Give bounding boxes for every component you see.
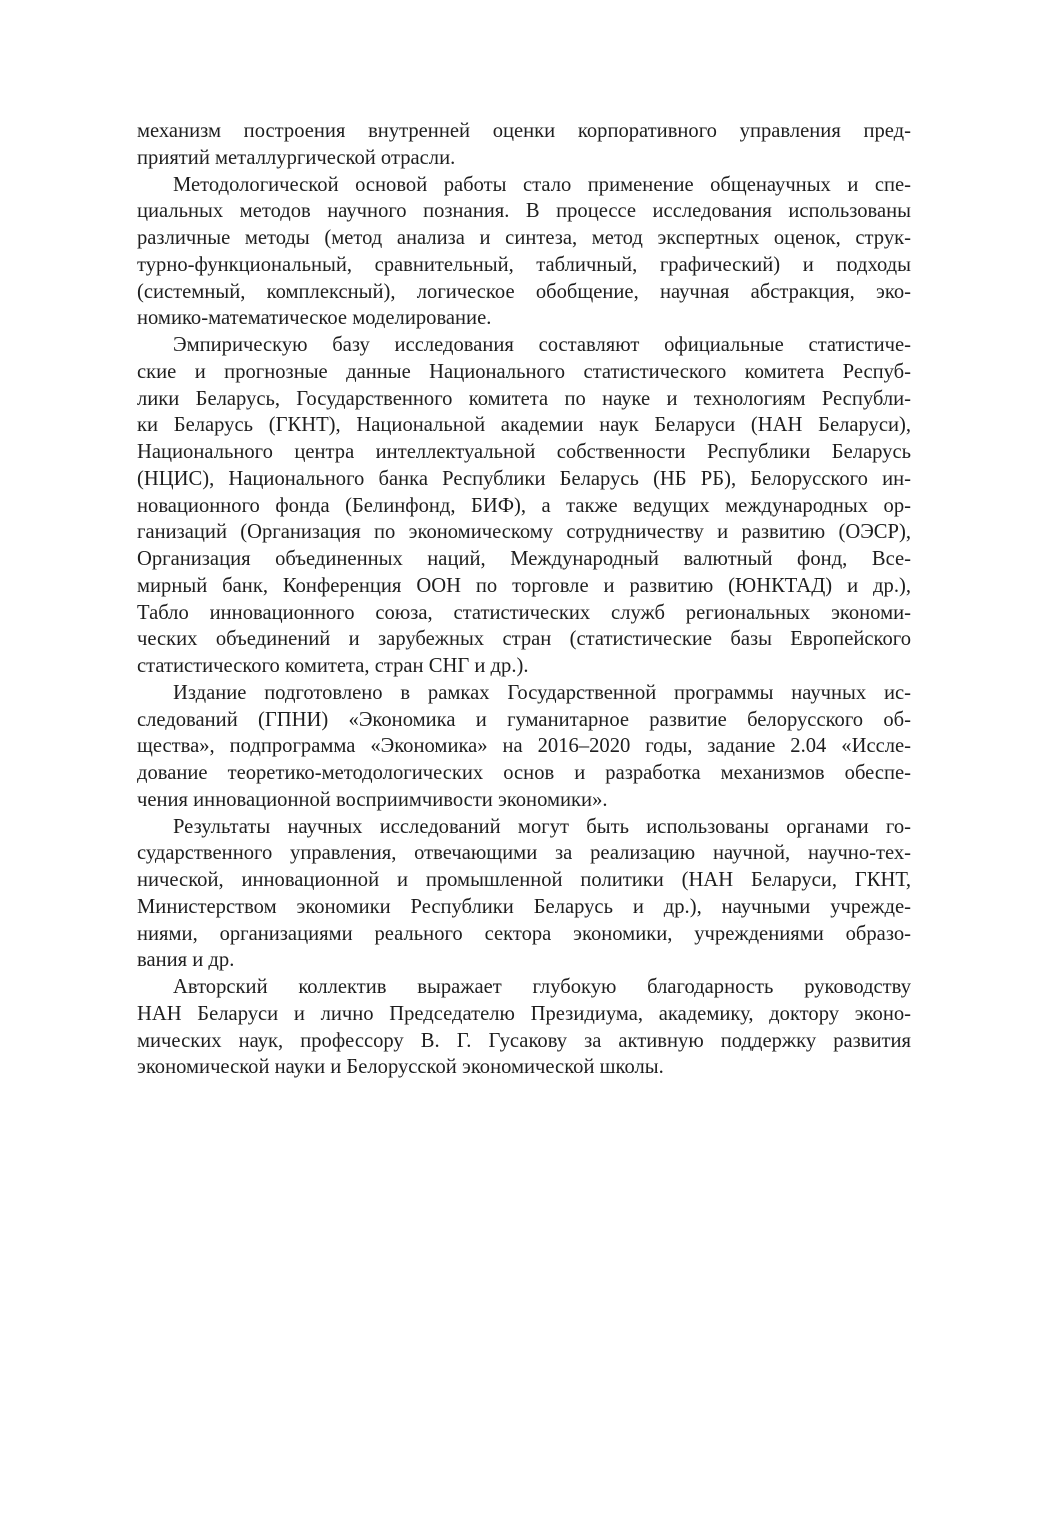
text-line: статистического комитета, стран СНГ и др.). [137, 655, 529, 677]
text-line: новационного фонда (Белинфонд, БИФ), а также ведущих международных ор- [137, 494, 911, 517]
text-line: Эмпирическую базу исследования составляют официальные статистиче- [173, 334, 911, 356]
text-line: Авторский коллектив выражает глубокую благодарность руководству [173, 976, 911, 998]
body-text [137, 118, 911, 1081]
text-line: щества», подпрограмма «Экономика» на 2016–2020 годы, задание 2.04 «Иссле- [137, 735, 911, 758]
text-line: сударственного управления, отвечающими за реализацию научной, научно-тех- [137, 842, 911, 865]
text-line: механизм построения внутренней оценки корпоративного управления пред- [137, 120, 911, 142]
paragraph [137, 814, 911, 975]
text-line: приятий металлургической отрасли. [137, 146, 456, 169]
text-line: ниями, организациями реального сектора экономики, учреждениями образо- [137, 922, 911, 945]
text-line: (НЦИС), Национального банка Республики Беларусь (НБ РБ), Белорусского ин- [137, 467, 911, 490]
text-line: ки Беларусь (ГКНТ), Национальной академии наук Беларуси (НАН Беларуси), [137, 414, 911, 437]
text-line: Издание подготовлено в рамках Государственной программы научных ис- [173, 681, 911, 704]
text-line: Организация объединенных наций, Международный валютный фонд, Все- [137, 548, 911, 570]
text-line: Результаты научных исследований могут быть использованы органами го- [173, 815, 911, 838]
text-line: Национального центра интеллектуальной собственности Республики Беларусь [137, 441, 911, 463]
text-line: различные методы (метод анализа и синтеза, метод экспертных оценок, струк- [137, 227, 911, 249]
text-line: экономической науки и Белорусской экономической школы. [137, 1056, 664, 1079]
text-line: Табло инновационного союза, статистических служб региональных экономи- [137, 601, 911, 624]
text-line: чения инновационной восприимчивости экономики». [137, 788, 608, 811]
text-line: мических наук, профессору В. Г. Гусакову за активную поддержку развития [137, 1029, 911, 1052]
text-line: номико-математическое моделирование. [137, 307, 492, 330]
text-line: мирный банк, Конференция ООН по торговле и развитию (ЮНКТАД) и др.), [137, 574, 911, 597]
text-line: вания и др. [137, 949, 235, 972]
text-line: Министерством экономики Республики Беларусь и др.), научными учрежде- [137, 895, 911, 918]
paragraph [137, 118, 911, 172]
paragraph [137, 332, 911, 680]
paragraph [137, 680, 911, 814]
paragraph [137, 172, 911, 333]
text-line: следований (ГПНИ) «Экономика и гуманитарное развитие белорусского об- [137, 708, 911, 731]
text-line: (системный, комплексный), логическое обобщение, научная абстракция, эко- [137, 280, 911, 303]
text-line: турно-функциональный, сравнительный, табличный, графический) и подходы [137, 253, 911, 276]
text-line: Методологической основой работы стало применение общенаучных и спе- [173, 173, 911, 196]
text-line: ганизаций (Организация по экономическому сотрудничеству и развитию (ОЭСР), [137, 521, 911, 544]
text-line: циальных методов научного познания. В процессе исследования использованы [137, 200, 911, 223]
text-line: нической, инновационной и промышленной политики (НАН Беларуси, ГКНТ, [137, 869, 911, 891]
text-line: лики Беларусь, Государственного комитета по науке и технологиям Республи- [137, 387, 911, 410]
paragraph [137, 974, 911, 1081]
text-line: ские и прогнозные данные Национального статистического комитета Респуб- [137, 360, 911, 383]
text-line: дование теоретико-методологических основ и разработка механизмов обеспе- [137, 762, 911, 784]
text-line: НАН Беларуси и лично Председателю Президиума, академику, доктору эконо- [137, 1002, 911, 1025]
text-line: ческих объединений и зарубежных стран (статистические базы Европейского [137, 628, 911, 651]
